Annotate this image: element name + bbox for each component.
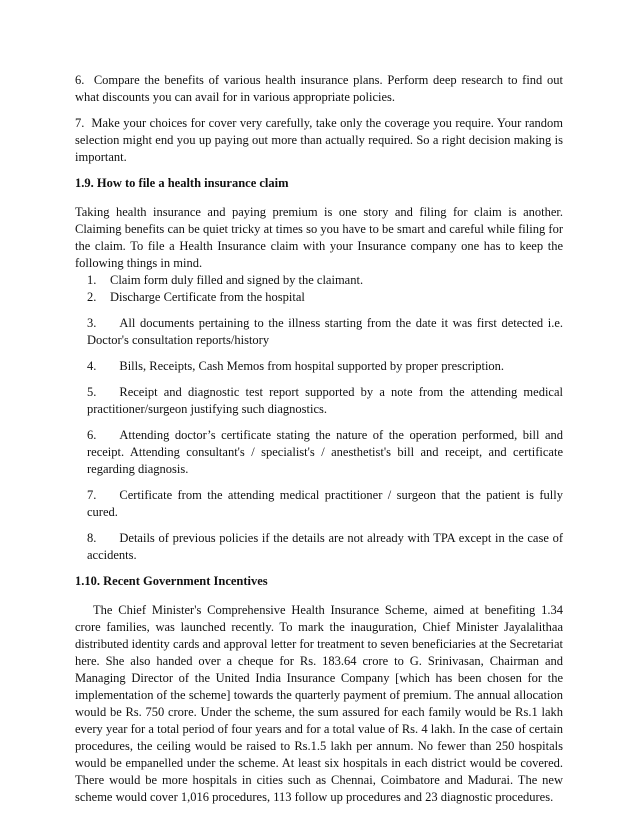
list-item (75, 272, 563, 289)
list-item-text: Discharge Certificate from the hospital (110, 290, 305, 304)
section-heading-claim: 1.9. How to file a health insurance claim (75, 176, 289, 190)
list-item-number: 7. (87, 488, 97, 502)
list-item-text: Certificate from the attending medical practitioner / surgeon that the patient is fully cured. (87, 488, 563, 519)
intro-item-7 (75, 115, 563, 166)
intro-item-6 (75, 72, 563, 106)
list-item (75, 315, 563, 349)
list-item (75, 427, 563, 478)
intro-item-text: Make your choices for cover very carefully, take only the coverage you require. Your random selection might end you up paying out more than actually required. So a right decision making is important. (75, 116, 564, 164)
list-item-text: All documents pertaining to the illness starting from the date it was first detected i.e. Doctor's consultation reports/history (87, 316, 563, 347)
list-item (75, 530, 563, 564)
list-item-text: Details of previous policies if the details are not already with TPA except in the case of accidents. (87, 531, 563, 562)
intro-item-number: 6. (75, 73, 85, 87)
list-item-number: 8. (87, 531, 97, 545)
intro-item-text: Compare the benefits of various health insurance plans. Perform deep research to find out what discounts you can avail for in various appropriate policies. (75, 73, 563, 104)
list-item-text: Attending doctor’s certificate stating the nature of the operation performed, bill and receipt. Attending consultant's / specialist's / anesthetist's bill and receipt, and certificate regarding diagnosis. (87, 428, 563, 476)
incentives-paragraph: The Chief Minister's Comprehensive Health Insurance Scheme, aimed at benefiting 1.34 crore families, was launched recently. To mark the inauguration, Chief Minister Jayalalithaa distributed identity cards and approval letter for treatment to seven beneficiaries at the Secretariat here. She also handed over a cheque for Rs. 183.64 crore to G. Srinivasan, Chairman and Managing Director of the United India Insurance Company [which has been chosen for the implementation of the scheme] towards the quarterly payment of premium. The annual allocation would be Rs. 750 crore. Under the scheme, the sum assured for each family would be Rs.1 lakh every year for a total period of four years and for a total value of Rs. 4 lakh. In the case of certain procedures, the ceiling would be raised to Rs.1.5 lakh per annum. No fewer than 250 hospitals would be empanelled under the scheme. At least six hospitals in each district would be covered. There would be more hospitals in cities such as Chennai, Coimbatore and Madurai. The new scheme would cover 1,016 procedures, 113 follow up procedures and 23 diagnostic procedures. (75, 603, 563, 804)
list-item (75, 358, 563, 375)
list-item (75, 487, 563, 521)
intro-item-number: 7. (75, 116, 85, 130)
list-item-text: Claim form duly filled and signed by the claimant. (110, 273, 364, 287)
list-item (75, 384, 563, 418)
list-item-number: 3. (87, 316, 97, 330)
list-item-number: 2. (87, 290, 97, 304)
list-item-number: 4. (87, 359, 97, 373)
list-item-number: 1. (87, 273, 97, 287)
list-item-text: Bills, Receipts, Cash Memos from hospital supported by proper prescription. (119, 359, 505, 373)
list-item-text: Receipt and diagnostic test report supported by a note from the attending medical practitioner/surgeon justifying such diagnostics. (87, 385, 563, 416)
list-item-number: 6. (87, 428, 97, 442)
list-item (75, 289, 563, 306)
claim-requirements-list (75, 272, 563, 306)
list-item-number: 5. (87, 385, 97, 399)
claim-intro-paragraph: Taking health insurance and paying premium is one story and filing for claim is another. Claiming benefits can be quiet tricky at times so you have to be smart and careful while filing for the claim. To file a Health Insurance claim with your Insurance company one has to keep the following things in mind. (75, 205, 563, 270)
section-heading-incentives: 1.10. Recent Government Incentives (75, 574, 268, 588)
document-page (75, 72, 563, 815)
